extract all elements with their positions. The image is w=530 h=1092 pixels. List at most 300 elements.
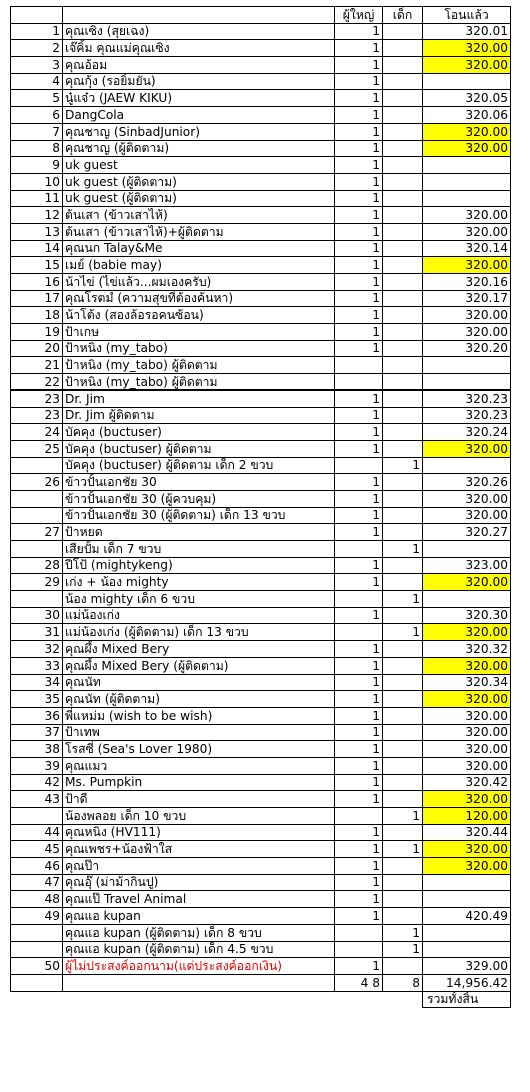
header-adult: ผู้ใหญ่: [335, 7, 383, 24]
cell-number: [11, 591, 63, 608]
cell-child: [383, 374, 423, 391]
cell-adult: 1: [335, 23, 383, 40]
cell-transfer: [423, 891, 511, 908]
cell-child: 1: [383, 624, 423, 641]
cell-child: 1: [383, 808, 423, 825]
cell-child: 1: [383, 591, 423, 608]
cell-child: [383, 340, 423, 357]
cell-adult: 1: [335, 474, 383, 491]
blank-cell: [11, 991, 63, 1008]
cell-number: 12: [11, 207, 63, 224]
cell-transfer: 320.00: [423, 40, 511, 57]
table-row: [11, 707, 511, 724]
cell-number: 23: [11, 390, 63, 407]
cell-number: 32: [11, 641, 63, 658]
cell-number: 3: [11, 57, 63, 74]
cell-child: [383, 307, 423, 324]
cell-name: เก่ง + น้อง mighty: [63, 574, 335, 591]
cell-name: ข้าวปั้นเอกชัย 30 (ผู้ติดตาม) เด็ก 13 ขวบ: [63, 507, 335, 524]
cell-child: [383, 290, 423, 307]
cell-adult: 1: [335, 424, 383, 441]
cell-number: 16: [11, 274, 63, 291]
cell-name: เจ๊คิ้ม คุณแม่คุณเซิง: [63, 40, 335, 57]
table-row: [11, 424, 511, 441]
cell-number: [11, 457, 63, 474]
cell-adult: 1: [335, 407, 383, 424]
cell-number: [11, 924, 63, 941]
cell-number: 46: [11, 858, 63, 875]
cell-child: 1: [383, 541, 423, 558]
cell-child: [383, 57, 423, 74]
cell-adult: [335, 374, 383, 391]
cell-adult: [335, 357, 383, 374]
table-row: [11, 507, 511, 524]
cell-child: [383, 474, 423, 491]
cell-transfer: 320.42: [423, 774, 511, 791]
cell-number: 4: [11, 73, 63, 90]
cell-number: 27: [11, 524, 63, 541]
table-row: [11, 941, 511, 958]
cell-name: โรสซี่ (Sea's Lover 1980): [63, 741, 335, 758]
cell-adult: 1: [335, 73, 383, 90]
cell-transfer: 320.17: [423, 290, 511, 307]
cell-name: คุณผึ้ง Mixed Bery (ผู้ติดตาม): [63, 657, 335, 674]
cell-transfer: 323.00: [423, 557, 511, 574]
cell-adult: 1: [335, 741, 383, 758]
cell-number: 9: [11, 157, 63, 174]
table-row: [11, 624, 511, 641]
cell-child: [383, 908, 423, 925]
cell-child: [383, 440, 423, 457]
table-row: [11, 90, 511, 107]
cell-transfer: 320.00: [423, 223, 511, 240]
cell-number: 31: [11, 624, 63, 641]
table-row: [11, 607, 511, 624]
cell-name: บัคคุง (buctuser) ผู้ติดตาม: [63, 440, 335, 457]
cell-number: 29: [11, 574, 63, 591]
table-row: [11, 958, 511, 975]
table-row: [11, 57, 511, 74]
header-transfer: โอนแล้ว: [423, 7, 511, 24]
cell-adult: 1: [335, 290, 383, 307]
cell-child: 1: [383, 457, 423, 474]
cell-name: DangCola: [63, 107, 335, 124]
cell-transfer: 320.30: [423, 607, 511, 624]
cell-transfer: [423, 157, 511, 174]
cell-name: ปีโป้ (mightykeng): [63, 557, 335, 574]
header-name: [63, 7, 335, 24]
cell-transfer: 320.24: [423, 424, 511, 441]
cell-number: 15: [11, 257, 63, 274]
cell-number: 34: [11, 674, 63, 691]
cell-child: [383, 724, 423, 741]
table-row: [11, 741, 511, 758]
cell-adult: 1: [335, 858, 383, 875]
table-row: [11, 908, 511, 925]
cell-adult: 1: [335, 507, 383, 524]
cell-name: คุณป๊า: [63, 858, 335, 875]
cell-transfer: 320.00: [423, 324, 511, 341]
cell-adult: 1: [335, 958, 383, 975]
cell-number: 8: [11, 140, 63, 157]
cell-child: [383, 73, 423, 90]
table-row: [11, 891, 511, 908]
cell-name: uk guest (ผู้ติดตาม): [63, 173, 335, 190]
table-row: [11, 257, 511, 274]
table-row: [11, 557, 511, 574]
cell-number: [11, 541, 63, 558]
cell-transfer: 320.00: [423, 57, 511, 74]
cell-name: Dr. Jim ผู้ติดตาม: [63, 407, 335, 424]
cell-name: Ms. Pumpkin: [63, 774, 335, 791]
table-row: [11, 374, 511, 391]
cell-number: 5: [11, 90, 63, 107]
cell-child: 1: [383, 841, 423, 858]
table-row: [11, 73, 511, 90]
cell-name: ป้าดี: [63, 791, 335, 808]
cell-name: ต้นเสา (ข้าวเสาไห้): [63, 207, 335, 224]
cell-name: คุณแอ kupan (ผู้ติดตาม) เด็ก 4.5 ขวบ: [63, 941, 335, 958]
cell-adult: 1: [335, 223, 383, 240]
cell-adult: 1: [335, 157, 383, 174]
table-row: [11, 123, 511, 140]
cell-child: [383, 40, 423, 57]
cell-name: คุณอุ๊ (ม่าม้ากินปู): [63, 874, 335, 891]
cell-adult: [335, 941, 383, 958]
table-row: [11, 691, 511, 708]
table-row: [11, 290, 511, 307]
cell-child: [383, 958, 423, 975]
cell-child: [383, 90, 423, 107]
cell-transfer: [423, 874, 511, 891]
table-row: [11, 357, 511, 374]
totals-row: [11, 974, 511, 991]
table-row: [11, 207, 511, 224]
cell-transfer: 320.00: [423, 741, 511, 758]
cell-child: 1: [383, 924, 423, 941]
cell-number: [11, 507, 63, 524]
cell-transfer: 320.20: [423, 340, 511, 357]
total-transfer: 14,956.42: [423, 974, 511, 991]
cell-transfer: 120.00: [423, 808, 511, 825]
cell-transfer: 320.00: [423, 574, 511, 591]
cell-transfer: 320.00: [423, 207, 511, 224]
cell-transfer: 320.26: [423, 474, 511, 491]
table-row: [11, 591, 511, 608]
cell-child: [383, 674, 423, 691]
cell-transfer: 320.44: [423, 824, 511, 841]
cell-name: คุณแอ kupan (ผู้ติดตาม) เด็ก 8 ขวบ: [63, 924, 335, 941]
cell-number: 42: [11, 774, 63, 791]
table-row: [11, 274, 511, 291]
cell-name: ข้าวปั้นเอกชัย 30 (ผู้ควบคุม): [63, 490, 335, 507]
cell-number: 36: [11, 707, 63, 724]
cell-adult: 1: [335, 874, 383, 891]
cell-number: 39: [11, 757, 63, 774]
cell-transfer: [423, 357, 511, 374]
cell-child: [383, 574, 423, 591]
cell-transfer: [423, 924, 511, 941]
cell-adult: 1: [335, 40, 383, 57]
cell-child: [383, 858, 423, 875]
cell-transfer: 320.00: [423, 140, 511, 157]
table-row: [11, 541, 511, 558]
cell-name: คุณชาญ (SinbadJunior): [63, 123, 335, 140]
cell-transfer: 320.23: [423, 407, 511, 424]
table-row: [11, 774, 511, 791]
cell-name: น้าไข่ (ไข่แล้ว...ผมเองครับ): [63, 274, 335, 291]
table-row: [11, 858, 511, 875]
cell-name: ป้าหยด: [63, 524, 335, 541]
cell-child: [383, 741, 423, 758]
cell-number: 20: [11, 340, 63, 357]
totals-blank-no: [11, 974, 63, 991]
cell-adult: 1: [335, 173, 383, 190]
cell-transfer: 320.14: [423, 240, 511, 257]
cell-adult: 1: [335, 674, 383, 691]
table-row: [11, 23, 511, 40]
cell-adult: [335, 541, 383, 558]
cell-name: คุณเพชร+น้องฟ้าใส: [63, 841, 335, 858]
table-row: [11, 524, 511, 541]
cell-transfer: 320.34: [423, 674, 511, 691]
cell-adult: 1: [335, 908, 383, 925]
cell-name: คุณหนิง (HV111): [63, 824, 335, 841]
cell-child: [383, 207, 423, 224]
cell-child: [383, 424, 423, 441]
cell-name: ป้าหนิง (my_tabo) ผู้ติดตาม: [63, 374, 335, 391]
cell-number: 38: [11, 741, 63, 758]
cell-child: [383, 407, 423, 424]
cell-adult: 1: [335, 841, 383, 858]
table-row: [11, 657, 511, 674]
cell-number: 7: [11, 123, 63, 140]
table-row: [11, 474, 511, 491]
cell-child: [383, 507, 423, 524]
cell-name: ป้าเกษ: [63, 324, 335, 341]
table-row: [11, 457, 511, 474]
table-row: [11, 574, 511, 591]
cell-name: คุณแป๊ Travel Animal: [63, 891, 335, 908]
cell-child: [383, 657, 423, 674]
cell-adult: 1: [335, 340, 383, 357]
cell-transfer: 320.01: [423, 23, 511, 40]
cell-adult: 1: [335, 891, 383, 908]
total-child: 8: [383, 974, 423, 991]
blank-cell: [335, 991, 383, 1008]
cell-transfer: 320.00: [423, 624, 511, 641]
cell-number: 45: [11, 841, 63, 858]
cell-number: 17: [11, 290, 63, 307]
cell-name: ต้นเสา (ข้าวเสาไห้)+ผู้ติดตาม: [63, 223, 335, 240]
cell-number: 44: [11, 824, 63, 841]
cell-transfer: 320.16: [423, 274, 511, 291]
cell-transfer: [423, 591, 511, 608]
cell-transfer: 320.00: [423, 657, 511, 674]
cell-transfer: [423, 941, 511, 958]
cell-number: 18: [11, 307, 63, 324]
cell-adult: 1: [335, 657, 383, 674]
cell-name: คุณกุ้ง (รอยิ้มยัน): [63, 73, 335, 90]
cell-transfer: 320.00: [423, 757, 511, 774]
cell-transfer: 320.05: [423, 90, 511, 107]
cell-number: 30: [11, 607, 63, 624]
cell-child: [383, 791, 423, 808]
table-row: [11, 140, 511, 157]
cell-adult: 1: [335, 324, 383, 341]
cell-number: 35: [11, 691, 63, 708]
cell-transfer: 320.00: [423, 440, 511, 457]
cell-adult: 1: [335, 557, 383, 574]
cell-number: [11, 808, 63, 825]
cell-child: [383, 23, 423, 40]
cell-number: 48: [11, 891, 63, 908]
cell-number: 19: [11, 324, 63, 341]
table-row: [11, 440, 511, 457]
cell-adult: 1: [335, 757, 383, 774]
cell-name: พี่แหม่ม (wish to be wish): [63, 707, 335, 724]
table-row: [11, 390, 511, 407]
cell-number: 23: [11, 407, 63, 424]
cell-name: นู๋แจ๋ว (JAEW KIKU): [63, 90, 335, 107]
cell-name: คุณผึ้ง Mixed Bery: [63, 641, 335, 658]
cell-transfer: 320.00: [423, 724, 511, 741]
cell-transfer: [423, 173, 511, 190]
cell-number: 1: [11, 23, 63, 40]
cell-child: [383, 774, 423, 791]
cell-child: [383, 157, 423, 174]
header-child: เด็ก: [383, 7, 423, 24]
cell-child: [383, 557, 423, 574]
cell-name: แม่น้องเก่ง (ผู้ติดตาม) เด็ก 13 ขวบ: [63, 624, 335, 641]
cell-name: น้าโต้ง (สองล้อรอคนซ้อน): [63, 307, 335, 324]
table-row: [11, 841, 511, 858]
cell-adult: 1: [335, 791, 383, 808]
cell-child: [383, 757, 423, 774]
cell-transfer: 320.00: [423, 791, 511, 808]
table-row: [11, 157, 511, 174]
cell-child: [383, 641, 423, 658]
cell-adult: 1: [335, 57, 383, 74]
participant-table: [10, 6, 511, 1008]
cell-adult: 1: [335, 257, 383, 274]
blank-cell: [63, 991, 335, 1008]
cell-number: 6: [11, 107, 63, 124]
cell-child: [383, 891, 423, 908]
cell-adult: 1: [335, 140, 383, 157]
cell-name: ป้าหนิง (my_tabo): [63, 340, 335, 357]
cell-transfer: 320.00: [423, 123, 511, 140]
cell-adult: [335, 591, 383, 608]
cell-adult: 1: [335, 691, 383, 708]
cell-adult: 1: [335, 207, 383, 224]
cell-adult: [335, 924, 383, 941]
cell-adult: 1: [335, 824, 383, 841]
cell-name: Dr. Jim: [63, 390, 335, 407]
cell-adult: 1: [335, 123, 383, 140]
spreadsheet: [10, 6, 511, 1008]
cell-name: บัคคุง (buctuser): [63, 424, 335, 441]
cell-child: [383, 490, 423, 507]
table-row: [11, 173, 511, 190]
cell-adult: 1: [335, 90, 383, 107]
grand-total-label: รวมทั้งสิ้น: [423, 991, 511, 1008]
table-row: [11, 324, 511, 341]
cell-number: [11, 941, 63, 958]
cell-adult: 1: [335, 641, 383, 658]
cell-transfer: 320.06: [423, 107, 511, 124]
cell-number: 2: [11, 40, 63, 57]
cell-name: คุณเซิง (สุยเฉง): [63, 23, 335, 40]
cell-name: คุณนัท: [63, 674, 335, 691]
cell-number: 21: [11, 357, 63, 374]
cell-name: คุณนัท (ผู้ติดตาม): [63, 691, 335, 708]
table-row: [11, 874, 511, 891]
cell-transfer: [423, 541, 511, 558]
cell-adult: 1: [335, 390, 383, 407]
cell-child: [383, 240, 423, 257]
cell-number: 26: [11, 474, 63, 491]
cell-name: คุณแอ kupan: [63, 908, 335, 925]
cell-adult: 1: [335, 607, 383, 624]
table-row: [11, 724, 511, 741]
cell-name: ผู้ไม่ประสงค์ออกนาม(แต่ประสงค์ออกเงิน): [63, 958, 335, 975]
table-row: [11, 824, 511, 841]
cell-child: [383, 357, 423, 374]
cell-child: [383, 824, 423, 841]
cell-number: 37: [11, 724, 63, 741]
cell-number: 43: [11, 791, 63, 808]
cell-transfer: 320.00: [423, 490, 511, 507]
cell-number: [11, 490, 63, 507]
cell-number: 49: [11, 908, 63, 925]
table-row: [11, 407, 511, 424]
cell-transfer: 320.27: [423, 524, 511, 541]
cell-number: 22: [11, 374, 63, 391]
table-row: [11, 40, 511, 57]
cell-number: 24: [11, 424, 63, 441]
table-row: [11, 757, 511, 774]
table-row: [11, 490, 511, 507]
table-row: [11, 340, 511, 357]
table-row: [11, 924, 511, 941]
cell-number: 10: [11, 173, 63, 190]
cell-number: 33: [11, 657, 63, 674]
table-row: [11, 240, 511, 257]
cell-child: [383, 190, 423, 207]
cell-child: [383, 524, 423, 541]
cell-adult: 1: [335, 107, 383, 124]
cell-name: เสียปั้ม เด็ก 7 ขวบ: [63, 541, 335, 558]
cell-child: 1: [383, 941, 423, 958]
cell-adult: 1: [335, 574, 383, 591]
cell-name: น้องพลอย เด็ก 10 ขวบ: [63, 808, 335, 825]
cell-child: [383, 390, 423, 407]
cell-transfer: [423, 190, 511, 207]
table-row: [11, 190, 511, 207]
cell-adult: 1: [335, 774, 383, 791]
cell-name: เมย์ (babie may): [63, 257, 335, 274]
cell-transfer: 320.00: [423, 307, 511, 324]
cell-adult: [335, 457, 383, 474]
cell-adult: 1: [335, 274, 383, 291]
cell-name: ป้าเทพ: [63, 724, 335, 741]
cell-child: [383, 257, 423, 274]
table-row: [11, 223, 511, 240]
cell-number: 14: [11, 240, 63, 257]
cell-adult: 1: [335, 707, 383, 724]
cell-adult: 1: [335, 190, 383, 207]
